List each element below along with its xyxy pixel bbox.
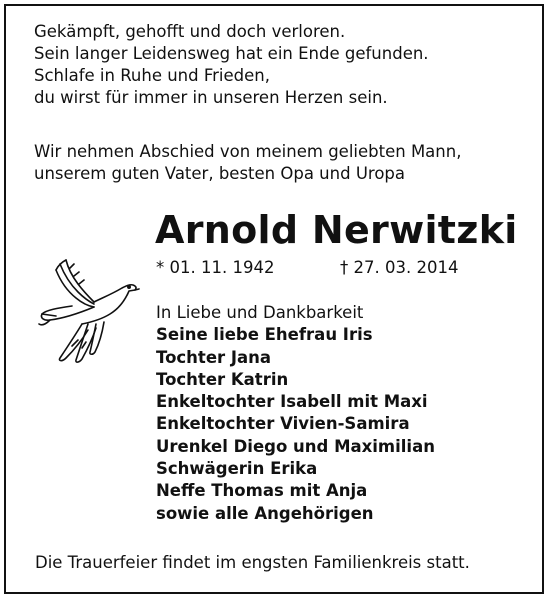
poem-line: Gekämpft, gehofft und doch verloren. bbox=[34, 22, 346, 41]
family-member: Tochter Katrin bbox=[156, 369, 289, 389]
family-member: sowie alle Angehörigen bbox=[156, 503, 374, 523]
poem-line: du wirst für immer in unseren Herzen sein. bbox=[34, 88, 388, 107]
family-member: Neffe Thomas mit Anja bbox=[156, 481, 368, 501]
funeral-note: Die Trauerfeier findet im engsten Familienkreis statt. bbox=[35, 553, 470, 572]
death-date: † 27. 03. 2014 bbox=[340, 258, 459, 277]
life-dates bbox=[156, 257, 458, 279]
family-member: Tochter Jana bbox=[156, 347, 272, 367]
birth-date: * 01. 11. 1942 bbox=[156, 258, 275, 277]
deceased-name: Arnold Nerwitzki bbox=[155, 208, 518, 252]
family-member: Enkeltochter Vivien-Samira bbox=[156, 414, 410, 434]
family-member: Enkeltochter Isabell mit Maxi bbox=[156, 392, 428, 412]
intro-text bbox=[34, 141, 461, 185]
intro-line: unserem guten Vater, besten Opa und Uropa bbox=[34, 164, 405, 183]
family-member: Seine liebe Ehefrau Iris bbox=[156, 325, 373, 345]
family-list bbox=[156, 302, 435, 525]
family-member: Schwägerin Erika bbox=[156, 459, 318, 479]
intro-line: Wir nehmen Abschied von meinem geliebten Mann, bbox=[34, 142, 462, 161]
poem bbox=[34, 21, 429, 109]
family-member: Urenkel Diego und Maximilian bbox=[156, 436, 435, 456]
family-heading: In Liebe und Dankbarkeit bbox=[156, 303, 364, 322]
dove-icon bbox=[36, 254, 140, 364]
poem-line: Schlafe in Ruhe und Frieden, bbox=[34, 66, 270, 85]
poem-line: Sein langer Leidensweg hat ein Ende gefunden. bbox=[34, 44, 429, 63]
